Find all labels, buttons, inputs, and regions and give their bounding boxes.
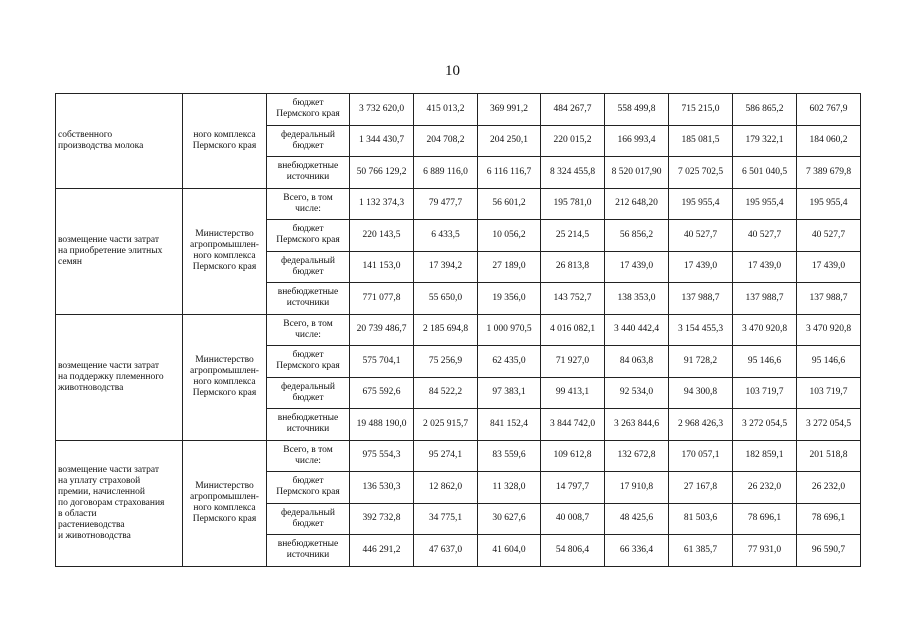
value-cell: 3 844 742,0	[541, 409, 605, 441]
value-cell: 27 167,8	[669, 472, 733, 504]
value-cell: 195 955,4	[733, 188, 797, 220]
measure-text: на поддержку племенного	[58, 371, 164, 382]
executor-text: ного комплекса	[193, 503, 256, 513]
value-cell: 586 865,2	[733, 94, 797, 126]
value-cell: 61 385,7	[669, 535, 733, 567]
measure-text: производства молока	[58, 140, 144, 151]
value-cell: 79 477,7	[414, 188, 478, 220]
value-cell: 415 013,2	[414, 94, 478, 126]
funding-source-cell	[267, 503, 350, 535]
value-cell: 84 063,8	[605, 346, 669, 378]
value-cell: 77 931,0	[733, 535, 797, 567]
value-cell: 137 988,7	[669, 283, 733, 315]
funding-source-text: внебюджетные	[277, 287, 339, 298]
measure-text: возмещение части затрат	[58, 464, 159, 475]
value-cell: 26 232,0	[797, 472, 861, 504]
value-cell: 95 146,6	[733, 346, 797, 378]
measure-text: по договорам страхования	[58, 497, 165, 508]
value-cell: 47 637,0	[414, 535, 478, 567]
value-cell: 3 440 442,4	[605, 314, 669, 346]
value-cell: 95 146,6	[797, 346, 861, 378]
measure-text: растениеводства	[58, 519, 125, 530]
executor-text: ного комплекса	[193, 129, 256, 140]
measure-cell	[56, 314, 183, 440]
executor-text: агропромышлен-	[190, 240, 259, 250]
funding-source-text: бюджет	[292, 476, 324, 487]
value-cell: 137 988,7	[733, 283, 797, 315]
value-cell: 78 696,1	[797, 503, 861, 535]
value-cell: 27 189,0	[478, 251, 541, 283]
value-cell: 184 060,2	[797, 125, 861, 157]
value-cell: 6 116 116,7	[478, 157, 541, 189]
value-cell: 17 439,0	[605, 251, 669, 283]
value-cell: 7 389 679,8	[797, 157, 861, 189]
value-cell: 4 016 082,1	[541, 314, 605, 346]
value-cell: 675 592,6	[350, 377, 414, 409]
value-cell: 195 955,4	[669, 188, 733, 220]
value-cell: 8 520 017,90	[605, 157, 669, 189]
funding-source-text: внебюджетные	[277, 413, 339, 424]
value-cell: 84 522,2	[414, 377, 478, 409]
table-row	[56, 94, 861, 126]
value-cell: 137 988,7	[797, 283, 861, 315]
value-cell: 212 648,20	[605, 188, 669, 220]
funding-source-cell	[267, 440, 350, 472]
value-cell: 3 263 844,6	[605, 409, 669, 441]
budget-table	[55, 93, 861, 567]
value-cell: 204 250,1	[478, 125, 541, 157]
value-cell: 3 272 054,5	[733, 409, 797, 441]
value-cell: 56 601,2	[478, 188, 541, 220]
value-cell: 3 470 920,8	[797, 314, 861, 346]
funding-source-cell	[267, 283, 350, 315]
value-cell: 17 439,0	[733, 251, 797, 283]
value-cell: 94 300,8	[669, 377, 733, 409]
value-cell: 17 439,0	[797, 251, 861, 283]
funding-source-cell	[267, 220, 350, 252]
measure-text: на уплату страховой	[58, 475, 141, 486]
value-cell: 17 394,2	[414, 251, 478, 283]
funding-source-text: бюджет	[292, 518, 324, 529]
value-cell: 220 143,5	[350, 220, 414, 252]
value-cell: 841 152,4	[478, 409, 541, 441]
value-cell: 446 291,2	[350, 535, 414, 567]
value-cell: 6 889 116,0	[414, 157, 478, 189]
funding-source-cell	[267, 188, 350, 220]
measure-text: возмещение части затрат	[58, 234, 159, 245]
executor-cell	[183, 314, 267, 440]
funding-source-cell	[267, 314, 350, 346]
value-cell: 558 499,8	[605, 94, 669, 126]
funding-source-cell	[267, 157, 350, 189]
funding-source-text: Всего, в том	[283, 192, 333, 203]
value-cell: 3 732 620,0	[350, 94, 414, 126]
funding-source-text: Пермского края	[276, 109, 340, 120]
measure-text: на приобретение элитных	[58, 245, 163, 256]
funding-source-text: Пермского края	[276, 361, 340, 372]
funding-source-text: числе:	[295, 455, 321, 466]
funding-source-text: бюджет	[292, 392, 324, 403]
value-cell: 25 214,5	[541, 220, 605, 252]
executor-text: агропромышлен-	[190, 366, 259, 376]
value-cell: 95 274,1	[414, 440, 478, 472]
value-cell: 78 696,1	[733, 503, 797, 535]
value-cell: 1 344 430,7	[350, 125, 414, 157]
value-cell: 40 527,7	[733, 220, 797, 252]
value-cell: 3 470 920,8	[733, 314, 797, 346]
value-cell: 2 025 915,7	[414, 409, 478, 441]
value-cell: 62 435,0	[478, 346, 541, 378]
value-cell: 14 797,7	[541, 472, 605, 504]
value-cell: 6 501 040,5	[733, 157, 797, 189]
funding-source-cell	[267, 94, 350, 126]
funding-source-text: внебюджетные	[277, 161, 339, 172]
value-cell: 2 968 426,3	[669, 409, 733, 441]
funding-source-cell	[267, 377, 350, 409]
value-cell: 56 856,2	[605, 220, 669, 252]
value-cell: 179 322,1	[733, 125, 797, 157]
executor-text: Пермского края	[192, 514, 257, 524]
measure-text: возмещение части затрат	[58, 360, 159, 371]
funding-source-text: бюджет	[292, 224, 324, 235]
funding-source-cell	[267, 409, 350, 441]
value-cell: 19 488 190,0	[350, 409, 414, 441]
value-cell: 55 650,0	[414, 283, 478, 315]
funding-source-text: федеральный	[281, 507, 335, 518]
value-cell: 3 154 455,3	[669, 314, 733, 346]
value-cell: 138 353,0	[605, 283, 669, 315]
value-cell: 975 554,3	[350, 440, 414, 472]
executor-text: ного комплекса	[193, 251, 256, 261]
executor-text: ного комплекса	[193, 377, 256, 387]
value-cell: 54 806,4	[541, 535, 605, 567]
executor-cell	[183, 94, 267, 189]
value-cell: 185 081,5	[669, 125, 733, 157]
value-cell: 50 766 129,2	[350, 157, 414, 189]
value-cell: 484 267,7	[541, 94, 605, 126]
value-cell: 3 272 054,5	[797, 409, 861, 441]
funding-source-text: Всего, в том	[283, 444, 333, 455]
funding-source-text: Пермского края	[276, 487, 340, 498]
measure-cell	[56, 188, 183, 314]
value-cell: 141 153,0	[350, 251, 414, 283]
value-cell: 1 132 374,3	[350, 188, 414, 220]
value-cell: 75 256,9	[414, 346, 478, 378]
value-cell: 369 991,2	[478, 94, 541, 126]
measure-text: животноводства	[58, 382, 124, 393]
funding-source-text: Всего, в том	[283, 318, 333, 329]
value-cell: 41 604,0	[478, 535, 541, 567]
value-cell: 34 775,1	[414, 503, 478, 535]
funding-source-text: федеральный	[281, 381, 335, 392]
value-cell: 96 590,7	[797, 535, 861, 567]
measure-text: в области	[58, 508, 97, 519]
table-row	[56, 314, 861, 346]
measure-cell	[56, 94, 183, 189]
measure-text: и животноводства	[58, 530, 131, 541]
value-cell: 1 000 970,5	[478, 314, 541, 346]
funding-source-text: бюджет	[292, 98, 324, 109]
funding-source-cell	[267, 535, 350, 567]
funding-source-text: Пермского края	[276, 235, 340, 246]
value-cell: 20 739 486,7	[350, 314, 414, 346]
value-cell: 136 530,3	[350, 472, 414, 504]
value-cell: 12 862,0	[414, 472, 478, 504]
executor-cell	[183, 440, 267, 566]
executor-text: Пермского края	[192, 262, 257, 272]
value-cell: 30 627,6	[478, 503, 541, 535]
funding-source-text: федеральный	[281, 255, 335, 266]
value-cell: 8 324 455,8	[541, 157, 605, 189]
executor-cell	[183, 188, 267, 314]
value-cell: 103 719,7	[733, 377, 797, 409]
value-cell: 48 425,6	[605, 503, 669, 535]
value-cell: 109 612,8	[541, 440, 605, 472]
value-cell: 195 781,0	[541, 188, 605, 220]
funding-source-text: источники	[286, 172, 330, 183]
value-cell: 182 859,1	[733, 440, 797, 472]
value-cell: 17 910,8	[605, 472, 669, 504]
value-cell: 26 232,0	[733, 472, 797, 504]
value-cell: 7 025 702,5	[669, 157, 733, 189]
value-cell: 715 215,0	[669, 94, 733, 126]
funding-source-text: источники	[286, 550, 330, 561]
value-cell: 40 527,7	[797, 220, 861, 252]
value-cell: 602 767,9	[797, 94, 861, 126]
value-cell: 92 534,0	[605, 377, 669, 409]
funding-source-text: источники	[286, 298, 330, 309]
page-number: 10	[445, 63, 460, 79]
table-row	[56, 440, 861, 472]
value-cell: 204 708,2	[414, 125, 478, 157]
value-cell: 575 704,1	[350, 346, 414, 378]
measure-text: премии, начисленной	[58, 486, 145, 497]
executor-text: Министерство	[195, 481, 254, 491]
value-cell: 392 732,8	[350, 503, 414, 535]
funding-source-cell	[267, 472, 350, 504]
value-cell: 771 077,8	[350, 283, 414, 315]
funding-source-text: числе:	[295, 329, 321, 340]
value-cell: 6 433,5	[414, 220, 478, 252]
funding-source-text: источники	[286, 424, 330, 435]
executor-text: Пермского края	[192, 388, 257, 398]
funding-source-text: бюджет	[292, 266, 324, 277]
funding-source-text: числе:	[295, 203, 321, 214]
funding-source-text: федеральный	[281, 129, 335, 140]
value-cell: 170 057,1	[669, 440, 733, 472]
executor-text: Министерство	[195, 355, 254, 365]
value-cell: 91 728,2	[669, 346, 733, 378]
funding-source-text: внебюджетные	[277, 539, 339, 550]
funding-source-text: бюджет	[292, 140, 324, 151]
measure-text: собственного	[58, 129, 113, 140]
value-cell: 220 015,2	[541, 125, 605, 157]
value-cell: 83 559,6	[478, 440, 541, 472]
value-cell: 40 527,7	[669, 220, 733, 252]
value-cell: 132 672,8	[605, 440, 669, 472]
value-cell: 17 439,0	[669, 251, 733, 283]
value-cell: 19 356,0	[478, 283, 541, 315]
funding-source-cell	[267, 346, 350, 378]
value-cell: 201 518,8	[797, 440, 861, 472]
value-cell: 66 336,4	[605, 535, 669, 567]
measure-cell	[56, 440, 183, 566]
executor-text: агропромышлен-	[190, 492, 259, 502]
executor-text: Министерство	[195, 229, 254, 239]
value-cell: 40 008,7	[541, 503, 605, 535]
measure-text: семян	[58, 256, 83, 267]
value-cell: 26 813,8	[541, 251, 605, 283]
value-cell: 10 056,2	[478, 220, 541, 252]
value-cell: 81 503,6	[669, 503, 733, 535]
executor-text: Пермского края	[192, 140, 257, 151]
funding-source-cell	[267, 251, 350, 283]
value-cell: 11 328,0	[478, 472, 541, 504]
table-row	[56, 188, 861, 220]
value-cell: 99 413,1	[541, 377, 605, 409]
value-cell: 195 955,4	[797, 188, 861, 220]
value-cell: 71 927,0	[541, 346, 605, 378]
value-cell: 2 185 694,8	[414, 314, 478, 346]
value-cell: 143 752,7	[541, 283, 605, 315]
value-cell: 103 719,7	[797, 377, 861, 409]
value-cell: 97 383,1	[478, 377, 541, 409]
value-cell: 166 993,4	[605, 125, 669, 157]
funding-source-text: бюджет	[292, 350, 324, 361]
funding-source-cell	[267, 125, 350, 157]
